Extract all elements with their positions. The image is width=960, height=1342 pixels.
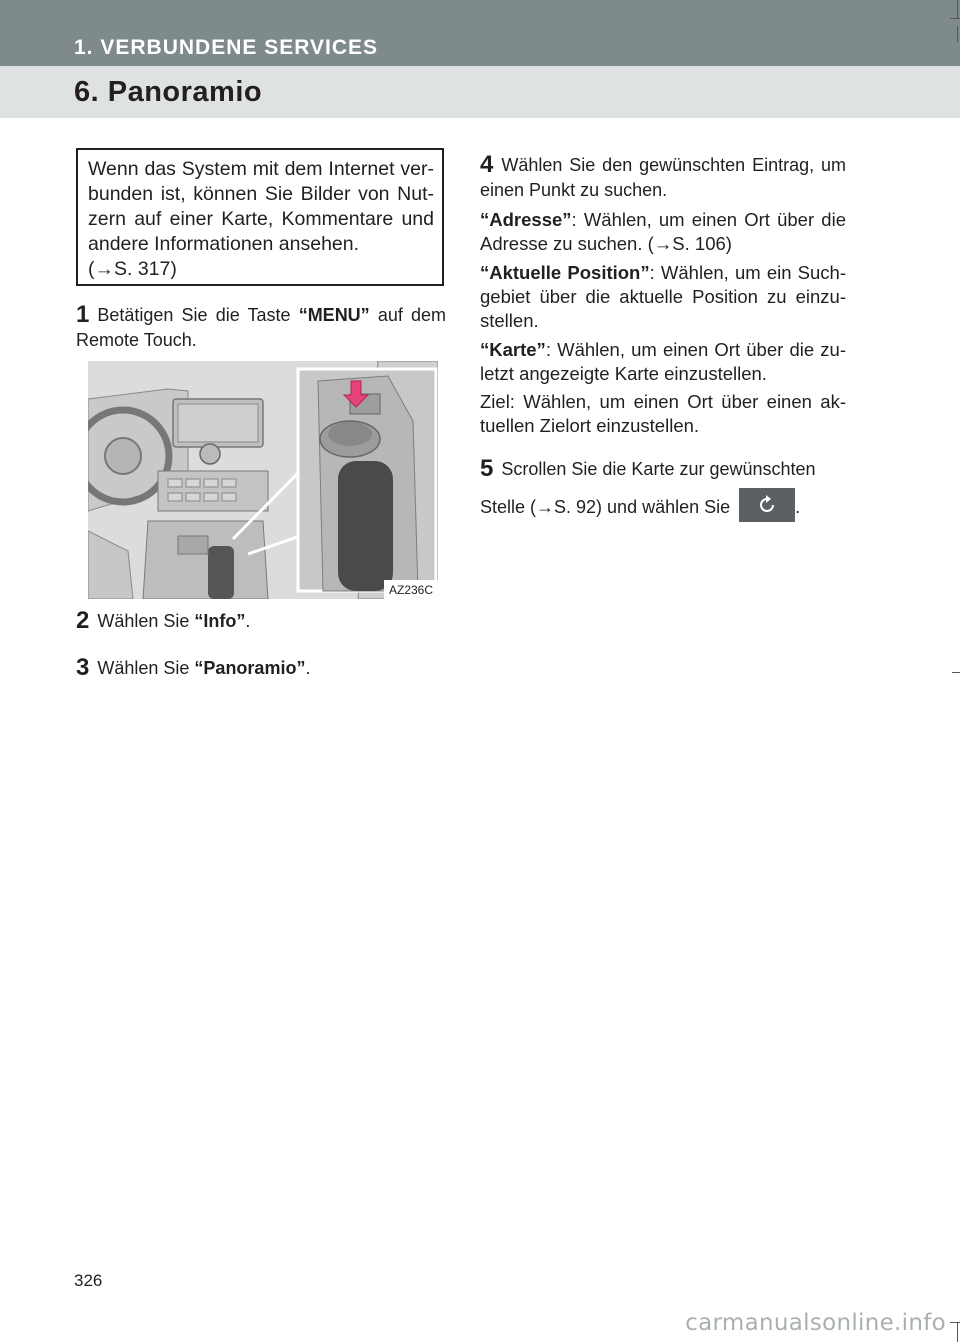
option-label: “Adresse”	[480, 209, 572, 230]
option-karte	[480, 338, 846, 386]
step-number: 1	[76, 301, 90, 328]
watermark: carmanualsonline.info	[685, 1310, 946, 1336]
remote-touch-illustration	[88, 361, 438, 599]
step-keyword: “Info”	[194, 611, 246, 631]
option-text: : Wählen, um ein Such-gebiet über die aktuelle Position zu einzu-stellen.	[480, 262, 847, 331]
step-2	[76, 608, 446, 634]
step-number: 4	[480, 151, 494, 178]
option-label: “Karte”	[480, 339, 546, 360]
step-5	[480, 450, 850, 526]
page-title: 6. Panoramio	[74, 76, 263, 108]
step-text: Wählen Sie den gewünschten Eintrag, um einen Punkt zu suchen.	[480, 155, 846, 200]
page-number: 326	[74, 1271, 103, 1290]
intro-text: Wenn das System mit dem Internet ver-bunden ist, können Sie Bilder von Nut-zern auf einer Karte, Kommentare und andere Informationen ansehen.	[88, 158, 434, 255]
refresh-button[interactable]	[739, 488, 795, 522]
refresh-icon	[757, 495, 777, 515]
step-keyword: “Panoramio”	[194, 658, 306, 678]
step-1	[76, 302, 446, 353]
step-text: .	[795, 497, 801, 517]
step-text: auf dem Remote Touch.	[76, 305, 446, 350]
option-label: “Aktuelle Position”	[480, 262, 650, 283]
option-adresse	[480, 208, 846, 256]
step-number: 2	[76, 607, 90, 634]
step-text: Wählen Sie	[97, 658, 195, 678]
step-3	[76, 655, 446, 681]
step-text: .	[245, 611, 251, 631]
option-text: : Wählen, um einen Ort über die zu-letzt angezeigte Karte einzustellen.	[480, 339, 846, 384]
crop-mark	[957, 26, 958, 42]
step-number: 5	[480, 455, 494, 482]
illustration-code: AZ236C	[389, 583, 434, 597]
step-text: .	[305, 658, 311, 678]
step-4	[480, 152, 846, 203]
step-text: Wählen Sie	[97, 611, 195, 631]
crop-mark	[950, 1322, 960, 1323]
crop-mark	[957, 0, 958, 18]
option-aktuelle-position	[480, 261, 846, 333]
step-text: Scrollen Sie die Karte zur gewünschten Stelle (→S. 92) und wählen Sie	[480, 459, 816, 517]
option-ziel	[480, 390, 846, 438]
intro-reference: (→S. 317)	[88, 258, 177, 280]
option-text: Ziel: Wählen, um einen Ort über einen ak-tuellen Zielort einzustellen.	[480, 391, 846, 436]
step-keyword: “MENU”	[298, 305, 370, 325]
step-number: 3	[76, 654, 90, 681]
option-text: : Wählen, um einen Ort über die Adresse zu suchen. (→S. 106)	[480, 209, 846, 254]
intro-box	[76, 148, 444, 286]
crop-mark	[957, 1322, 958, 1342]
crop-mark	[952, 672, 960, 673]
step-text: Betätigen Sie die Taste	[97, 305, 299, 325]
section-label: 1. VERBUNDENE SERVICES	[74, 36, 379, 59]
crop-mark	[950, 18, 960, 19]
